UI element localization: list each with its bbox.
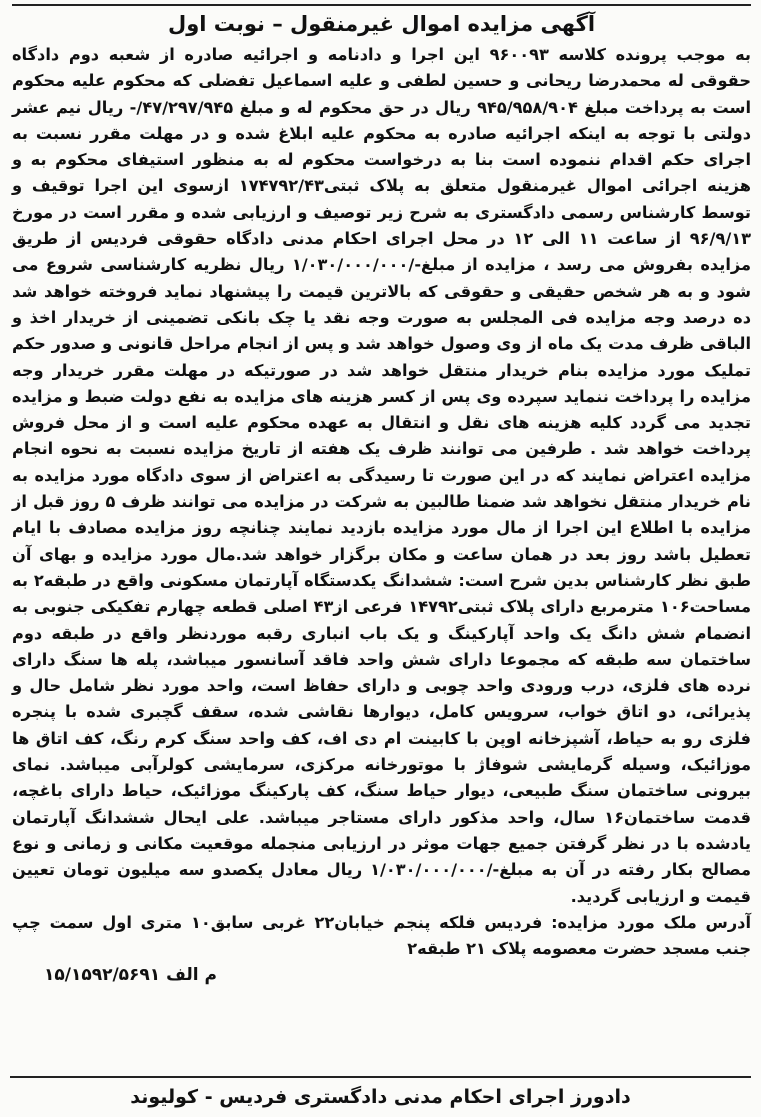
reference-number xyxy=(12,962,751,988)
notice-title: آگهی مزایده اموال غیرمنقول – نوبت اول xyxy=(167,12,596,36)
signature-line: دادورز اجرای احکام مدنی دادگستری فردیس - کولیوند xyxy=(10,1076,751,1111)
reference-number-text: م الف ۱۵/۱۵۹۲/۵۶۹۱ xyxy=(44,965,217,986)
property-address: آدرس ملک مورد مزایده: فردیس فلکه پنجم خیابان۲۲ غربی سابق۱۰ متری اول سمت چپ جنب مسجد حضرت معصومه پلاک ۲۱ طبقه۲ xyxy=(12,912,751,959)
notice-body-text: به موجب پرونده کلاسه ۹۶۰۰۹۳ این اجرا و دادنامه و اجرائیه صادره از شعبه دوم دادگاه حقوقی له محمدرضا ریحانی و حسین لطفی و علیه اسماعیل تفضلی که محکوم علیه محکوم است به پرداخت مبلغ ۹۴۵/۹۵۸/۹۰۴ ریال در حق محکوم له و مبلغ ۴۷/۲۹۷/۹۴۵/- ریال نیم عشر دولتی با توجه به اینکه اجرائیه صادره به محکوم علیه ابلاغ شده و در مهلت مقرر نسبت به اجرای حکم اقدام ننموده است بنا به درخواست محکوم له به منظور استیفای محکوم به و هزینه اجرائی اموال غیرمنقول متعلق به پلاک ثبتی۱۷۴۷۹۲/۴۳ ازسوی این اجرا توقیف و توسط کارشناس رسمی دادگستری به شرح زیر توصیف و ارزیابی شده و مقرر است در مورخ ۹۶/۹/۱۳ از ساعت ۱۱ الی ۱۲ در محل اجرای احکام مدنی دادگاه حقوقی فردیس از طریق مزایده بفروش می رسد ، مزایده از مبلغ-/۱/۰۳۰/۰۰۰/۰۰۰ ریال نظریه کارشناسی شروع می شود و به هر شخص حقیقی و حقوقی که بالاترین قیمت را پیشنهاد نماید فروخته خواهد شد ده درصد وجه مزایده فی المجلس به صورت وجه نقد یا چک بانکی تضمینی از خریدار اخذ و الباقی ظرف مدت یک ماه از وی وصول خواهد شد و پس از انجام مراحل قانونی و صدور حکم تملیک مورد مزایده بنام خریدار منتقل خواهد شد در صورتیکه در مهلت مقرر خریدار وجه مزایده را پرداخت ننماید سپرده وی پس از کسر هزینه های مزایده به نفع دولت ضبط و مزایده تجدید می گردد کلیه هزینه های نقل و انتقال به عهده محکوم علیه است و از محل فروش پرداخت خواهد شد . طرفین می توانند ظرف یک هفته از تاریخ مزایده نسبت به نحوه انجام مزایده اعتراض نمایند که در این صورت تا رسیدگی به اعتراض از سوی دادگاه مورد مزایده به نام خریدار منتقل نخواهد شد ضمنا طالبین به شرکت در مزایده می توانند ظرف ۵ روز قبل از مزایده با اطلاع این اجرا از مال مورد مزایده بازدید نمایند چنانچه روز مزایده مصادف با ایام تعطیل باشد روز بعد در همان ساعت و مکان برگزار خواهد شد.مال مورد مزایده و بهای آن طبق نظر کارشناس بدین شرح است: ششدانگ یکدستگاه آپارتمان مسکونی واقع در طبقه۲ به مساحت۱۰۶ مترمربع دارای پلاک ثبتی۱۴۷۹۲ فرعی از۴۳ اصلی قطعه چهارم تفکیکی جنوبی به انضمام شش دانگ یک واحد آپارکینگ و یک باب انباری رقبه موردنظر واقع در طبقه دوم ساختمان سه طبقه که مجموعا دارای شش واحد فاقد آسانسور میباشد، پله ها سنگ دارای نرده های فلزی، درب ورودی واحد چوبی و دارای حفاظ است، واحد مورد نظر شامل حال و پذیرائی، دو اتاق خواب، سرویس کامل، دیوارها نقاشی شده، سقف گچبری شده با پنجره فلزی رو به حیاط، آشپزخانه اوپن با کابینت ام دی اف، کف واحد سنگ کرم رنگ، کف اتاق ها موزائیک، وسیله گرمایشی شوفاژ با موتورخانه مرکزی، سرمایشی کولرآبی میباشد. نمای بیرونی ساختمان سنگ طبیعی، دیوار حیاط سنگ، کف پارکینگ موزائیک، حیاط دارای باغچه، قدمت ساختمان۱۶ سال، واحد مذکور دارای مستاجر میباشد. علی ایحال ششدانگ آپارتمان یادشده با در نظر گرفتن جمیع جهات موثر در ارزیابی منجمله موقعیت مکانی و زمانی و نوع مصالح بکار رفته در آن به مبلغ-/۱/۰۳۰/۰۰۰/۰۰۰ ریال معادل یکصدو سه میلیون تومان تعیین قیمت و ارزیابی گردید. xyxy=(12,45,752,906)
notice-body xyxy=(12,42,751,962)
top-rule xyxy=(12,4,751,6)
